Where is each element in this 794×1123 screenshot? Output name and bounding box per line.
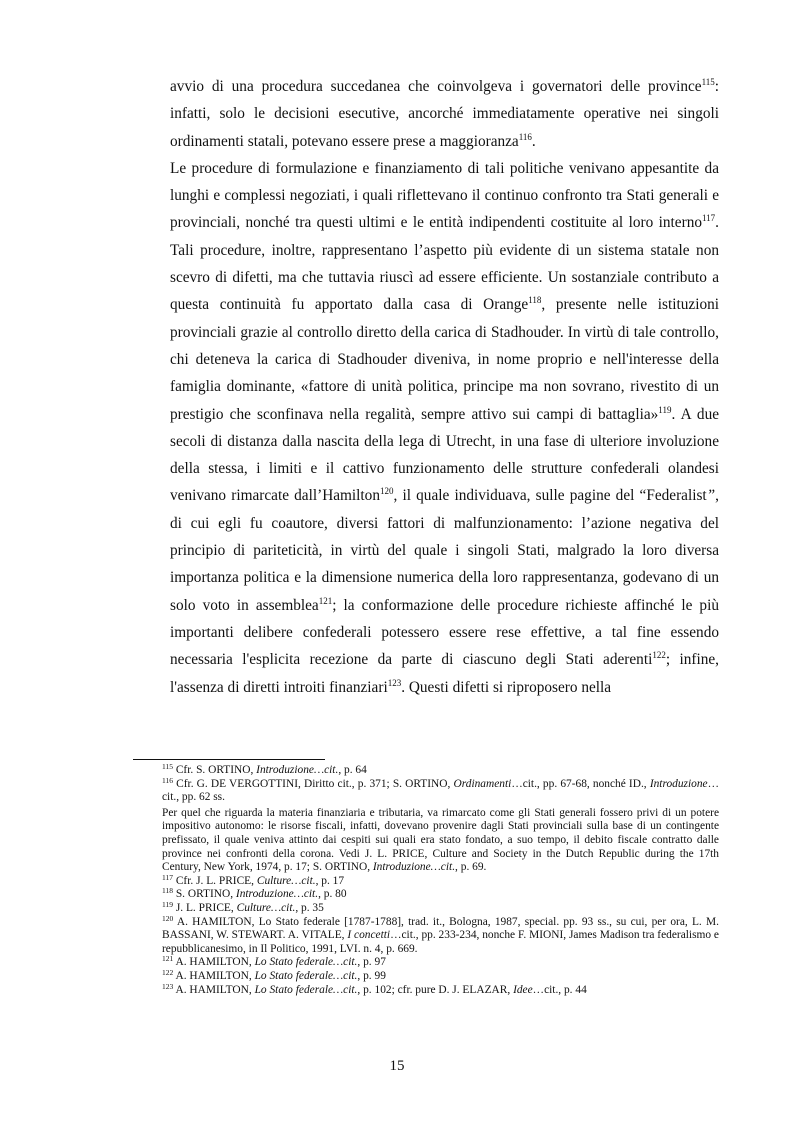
- footnote-ref: 123: [387, 677, 402, 688]
- text-run: , p. 69.: [455, 861, 487, 874]
- footnote-ref: 118: [162, 886, 173, 896]
- italic-text: Culture…cit.: [256, 874, 316, 887]
- text-run: , p. 17: [315, 874, 345, 887]
- text-run: ; la conformazione delle procedure richieste affinché le più importanti delibere confederali potessero essere rese effettive, a tal fine essendo necessaria l'esplicita recezione da parte di ciascuno degli Stati aderenti: [170, 596, 719, 669]
- footnote: [162, 981, 719, 998]
- footnote-ref: 120: [379, 486, 394, 497]
- italic-text: Introduzione…cit.: [372, 861, 456, 874]
- footnote: [162, 775, 719, 805]
- footnotes: [162, 764, 719, 997]
- footnote-separator: [133, 759, 325, 760]
- footnote: [162, 764, 719, 778]
- text-run: Cfr. J. L. PRICE,: [172, 874, 257, 887]
- text-run: Per quel che riguarda la materia finanziaria e tributaria, va rimarcato come gli Stati generali fossero privi di un potere impositivo autonomo: le risorse fiscali, infatti, dovevano provenire dagli Stati provinciali sulla base di un contingente prefissato, il quale veniva attinto dai cespiti sui quali era stato fondato, a suo tempo, il debito fiscale contratto dalle province nei confronti della corona. Vedi J. L. PRICE, Culture and Society in the Dutch Republic during the 17th Century, New York, 1974, p. 17; S. ORTINO,: [162, 806, 719, 874]
- footnote: [162, 872, 719, 889]
- text-run: . A due secoli di distanza dalla nascita della lega di Utrecht, in una fase di ulteriore involuzione della stessa, i limiti e il cattivo funzionamento delle strutture confederali olandesi venivano rimarcate dall’Hamilton: [170, 405, 720, 505]
- text-run: Cfr. S. ORTINO,: [172, 764, 257, 776]
- italic-text: Lo Stato federale…cit.: [254, 956, 358, 969]
- text-run: .: [531, 132, 536, 150]
- text-run: …cit., pp. 67-68, nonché ID.,: [511, 777, 650, 790]
- footnote: [162, 956, 719, 970]
- footnote-ref: 121: [318, 595, 333, 606]
- text-run: , p. 102; cfr. pure D. J. ELAZAR,: [357, 983, 514, 996]
- footnote-ref: 117: [702, 213, 716, 224]
- text-run: A. HAMILTON,: [173, 956, 255, 969]
- text-run: , presente nelle istituzioni provinciali grazie al controllo diretto della carica di Stadhouder. In virtù di tale controllo, chi deteneva la carica di Stadhouder diveniva, in nome proprio e nell'interesse della famiglia dominante, «fattore di unità politica, principe ma non sovrano, rivestito di un prestigio che sconfinava nella regalità, sempre attivo sui campi di battaglia»: [170, 296, 719, 423]
- footnote-ref: 122: [162, 967, 174, 977]
- footnote-ref: 122: [652, 650, 666, 661]
- text-run: Le procedure di formulazione e finanziamento di tali politiche venivano appesantite da lunghi e complessi negoziati, i quali riflettevano il continuo confronto tra Stati generali e provinciali, nonché tra questi ultimi e le entità indipendenti costituite al loro interno: [170, 159, 719, 232]
- text-run: avvio di una procedura succedanea che coinvolgeva i governatori delle province: [170, 78, 702, 95]
- text-run: , il quale individuava, sulle pagine del “Federalist: [393, 487, 707, 505]
- text-run: A. HAMILTON,: [173, 983, 255, 996]
- italic-text: Ordinamenti: [453, 777, 512, 790]
- text-run: S. ORTINO,: [172, 888, 236, 901]
- italic-text: ”: [706, 487, 716, 505]
- italic-text: Introduzione…cit.: [256, 764, 339, 776]
- footnote-ref: 115: [162, 762, 173, 771]
- text-run: ; infine, l'assenza di diretti introiti finanziari: [170, 651, 719, 696]
- footnote-ref: 118: [528, 295, 542, 306]
- text-run: , di cui egli fu coautore, diversi fattori di malfunzionamento: l’azione negativa del principio di pariteticità, in virtù del quale i singoli Stati, malgrado la loro diversa importanza politica e la dimensione numerica della loro rappresentanza, godevano di un solo voto in assemblea: [170, 487, 719, 614]
- footnote-ref: 115: [701, 77, 715, 87]
- footnote-ref: 119: [162, 899, 173, 909]
- footnote: [162, 888, 719, 902]
- italic-text: Introduzione: [649, 777, 708, 790]
- footnote-ref: 119: [658, 404, 672, 415]
- footnote-ref: 123: [162, 981, 174, 991]
- text-run: …cit., p. 44: [532, 983, 587, 996]
- footnote-ref: 121: [162, 954, 174, 964]
- text-run: : infatti, solo le decisioni esecutive, ancorché immediatamente operative nei singoli ordinamenti statali, potevano essere prese a maggioranza: [170, 78, 719, 150]
- text-run: J. L. PRICE,: [172, 901, 237, 914]
- body-paragraph: [170, 155, 719, 701]
- body-text: [170, 73, 719, 701]
- italic-text: Culture…cit.: [236, 901, 296, 914]
- italic-text: Idee: [513, 983, 533, 996]
- text-run: , p. 97: [357, 956, 386, 969]
- text-run: , p. 99: [357, 969, 386, 982]
- text-run: . Questi difetti si riproposero nella: [401, 678, 612, 696]
- italic-text: Lo Stato federale…cit.: [254, 969, 358, 982]
- footnote: [162, 899, 719, 916]
- italic-text: Lo Stato federale…cit.: [254, 983, 358, 996]
- italic-text: I concetti: [347, 929, 391, 942]
- footnote-ref: 116: [518, 131, 532, 142]
- text-run: A. HAMILTON, Lo Stato federale [1787-1788], trad. it., Bologna, 1987, special. pp. 93 ss., su cui, per ora, L. M. BASSANI, W. STEWART. A. VITALE,: [162, 915, 719, 942]
- text-run: …cit., pp. 233-234, nonche F. MIONI, James Madison tra federalismo e repubblicanesimo, in Il Politico, 1991, LVI. n. 4, p. 669.: [162, 929, 719, 955]
- text-run: …cit., pp. 62 ss.: [162, 777, 719, 804]
- footnote: [162, 967, 719, 984]
- footnote-ref: 117: [162, 872, 173, 882]
- text-run: . Tali procedure, inoltre, rappresentano l’aspetto più evidente di un sistema statale non scevro di difetti, ma che tuttavia riuscì ad essere efficiente. Un sostanziale contributo a questa continuità fu apportato dalla casa di Orange: [170, 214, 719, 314]
- text-run: , p. 35: [295, 901, 324, 914]
- page-number: 15: [389, 1058, 405, 1074]
- italic-text: Introduzione…cit.: [235, 888, 319, 901]
- footnote-ref: 116: [162, 775, 173, 785]
- footnote-ref: 120: [162, 913, 174, 923]
- body-paragraph: [170, 73, 719, 155]
- text-run: A. HAMILTON,: [173, 969, 255, 982]
- footnote: [162, 807, 719, 875]
- text-run: , p. 80: [318, 888, 347, 901]
- text-run: Cfr. G. DE VERGOTTINI, Diritto cit., p. 371; S. ORTINO,: [172, 777, 454, 790]
- text-run: , p. 64: [338, 764, 367, 776]
- footnote: [162, 913, 719, 957]
